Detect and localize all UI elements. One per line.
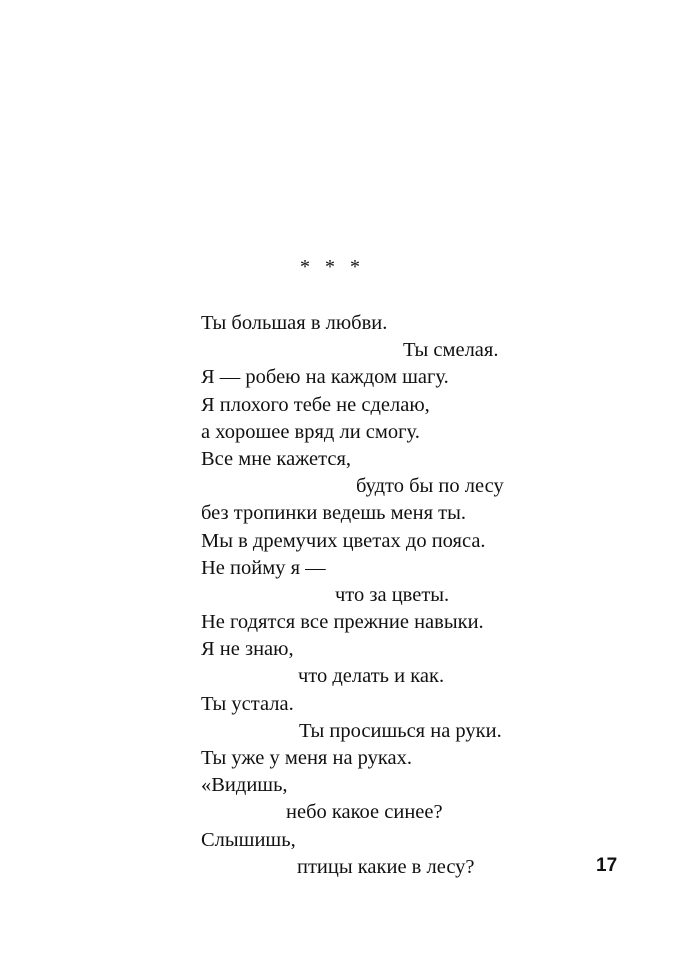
poem-line: что делать и как. [298,665,445,688]
section-separator: * * * [300,256,360,278]
poem-line: Ты смелая. [403,339,499,362]
poem-line: будто бы по лесу [356,475,504,498]
poem-line: Не годятся все прежние навыки. [201,611,484,634]
poem-line: без тропинки ведешь меня ты. [201,502,467,525]
poem-line: Я плохого тебе не сделаю, [201,393,430,416]
poem-line: Слышишь, [201,828,296,851]
poem-line: Ты большая в любви. [201,312,388,334]
poem-line: «Видишь, [201,774,288,797]
poem-line: Я — робею на каждом шагу. [201,366,449,389]
poem-line: Не пойму я — [201,556,326,579]
poem-line: а хорошее вряд ли смогу. [201,420,420,443]
poem-line: Ты уже у меня на руках. [201,747,413,769]
poem-line: что за цветы. [335,583,450,606]
poem-line: Ты устала. [201,692,294,715]
poem-line: птицы какие в лесу? [297,855,475,878]
poem [201,310,641,881]
poem-line: небо какое синее? [286,801,443,824]
poem-line: Я не знаю, [201,638,294,661]
poem-line: Мы в дремучих цветах до пояса. [201,529,486,552]
poem-line: Все мне кажется, [201,447,352,470]
page-number: 17 [596,855,618,876]
poem-line: Ты просишься на руки. [299,719,502,742]
